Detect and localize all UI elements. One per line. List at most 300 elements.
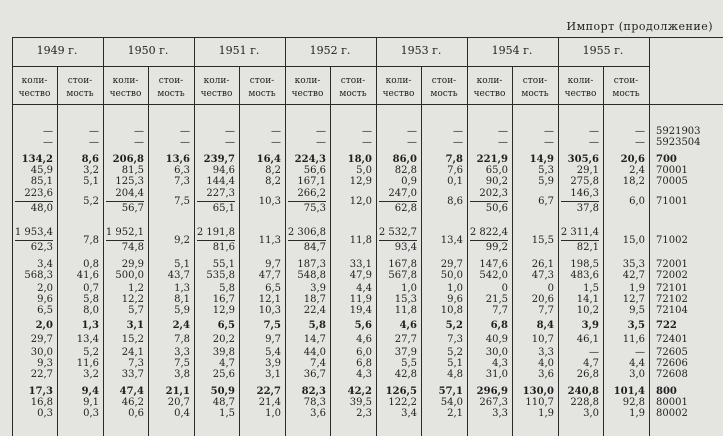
value-cell: 39,5 — [349, 397, 372, 408]
value-cell: 10,7 — [531, 334, 554, 345]
quantity-cell: 3,4 — [37, 259, 53, 270]
value-cell: 8,4 — [536, 320, 554, 331]
quantity-cell: 167,1 — [297, 176, 326, 187]
value-cell: 2,4 — [172, 320, 190, 331]
value-header: стои- мость — [430, 76, 458, 99]
fraction-line — [197, 201, 235, 202]
fraction-line — [288, 201, 326, 202]
value-cell: 35,3 — [622, 259, 645, 270]
value-cell: 3,0 — [629, 369, 645, 380]
fraction-numerator: 146,3 — [570, 188, 599, 199]
quantity-cell: 542,0 — [479, 270, 508, 281]
quantity-cell: 167,8 — [388, 259, 417, 270]
subcolumn-rule — [603, 66, 604, 436]
value-cell: 13,4 — [76, 334, 99, 345]
value-cell: 7,5 — [263, 320, 281, 331]
quantity-cell: 29,1 — [576, 165, 599, 176]
quantity-cell: 65,0 — [485, 165, 508, 176]
quantity-cell: 1,5 — [219, 408, 235, 419]
value-cell: 6,5 — [265, 283, 281, 294]
value-cell: 8,6 — [81, 154, 99, 165]
quantity-cell: 40,9 — [485, 334, 508, 345]
year-header: 1953 г. — [400, 44, 442, 57]
quantity-cell: 44,0 — [303, 347, 326, 358]
quantity-cell: — — [589, 126, 599, 137]
value-cell: 9,2 — [174, 235, 190, 246]
header-rule-bottom — [12, 104, 723, 105]
commodity-code: 722 — [656, 320, 677, 331]
commodity-code: 72102 — [656, 294, 688, 305]
year-header: 1952 г. — [309, 44, 351, 57]
value-cell: 15,5 — [531, 235, 554, 246]
value-cell: 3,8 — [174, 369, 190, 380]
quantity-cell: — — [407, 126, 417, 137]
quantity-cell: 16,7 — [212, 294, 235, 305]
quantity-cell: 228,8 — [570, 397, 599, 408]
value-cell: — — [544, 137, 554, 148]
quantity-cell: 56,6 — [303, 165, 326, 176]
quantity-cell: — — [225, 126, 235, 137]
value-cell: 11,8 — [349, 235, 372, 246]
value-cell: 21,4 — [258, 397, 281, 408]
fraction-numerator: 204,4 — [115, 188, 144, 199]
quantity-cell: 86,0 — [392, 154, 417, 165]
value-cell: 1,0 — [447, 283, 463, 294]
value-cell: 7,8 — [445, 154, 463, 165]
commodity-code: 72605 — [656, 347, 688, 358]
quantity-cell: 39,8 — [212, 347, 235, 358]
value-cell: 5,1 — [447, 358, 463, 369]
value-cell: 0,8 — [83, 259, 99, 270]
quantity-cell: — — [316, 126, 326, 137]
quantity-cell: 20,2 — [212, 334, 235, 345]
quantity-cell: 78,3 — [303, 397, 326, 408]
quantity-cell: 50,9 — [210, 386, 235, 397]
value-header: стои- мость — [157, 76, 185, 99]
fraction-denominator: 74,8 — [121, 242, 144, 253]
value-cell: 6,3 — [174, 165, 190, 176]
value-cell: 9,5 — [629, 305, 645, 316]
value-cell: — — [180, 137, 190, 148]
quantity-cell: 305,6 — [567, 154, 599, 165]
commodity-code: 80002 — [656, 408, 688, 419]
quantity-cell: 82,8 — [394, 165, 417, 176]
year-header: 1949 г. — [36, 44, 78, 57]
value-cell: 3,3 — [538, 347, 554, 358]
value-cell: 5,2 — [83, 196, 99, 207]
value-cell: 11,6 — [76, 358, 99, 369]
value-cell: 5,6 — [354, 320, 372, 331]
quantity-cell: 483,6 — [570, 270, 599, 281]
quantity-cell: — — [498, 126, 508, 137]
value-cell: 8,1 — [174, 294, 190, 305]
value-cell: 9,1 — [83, 397, 99, 408]
quantity-cell: 82,3 — [301, 386, 326, 397]
value-cell: 22,7 — [256, 386, 281, 397]
value-cell: — — [362, 137, 372, 148]
quantity-cell: 14,7 — [303, 334, 326, 345]
value-cell: 9,7 — [265, 334, 281, 345]
quantity-cell: 36,7 — [303, 369, 326, 380]
quantity-cell: 55,1 — [212, 259, 235, 270]
value-cell: 10,3 — [258, 196, 281, 207]
subcolumn-rule — [512, 66, 513, 436]
value-cell: 7,8 — [83, 235, 99, 246]
value-cell: 3,2 — [83, 165, 99, 176]
fraction-line — [561, 240, 599, 241]
quantity-cell: 3,9 — [581, 320, 599, 331]
commodity-code: 71001 — [656, 196, 688, 207]
commodity-code: 72001 — [656, 259, 688, 270]
quantity-cell: 2,0 — [35, 320, 53, 331]
value-cell: — — [544, 126, 554, 137]
value-cell: 3,5 — [627, 320, 645, 331]
fraction-line — [15, 201, 53, 202]
quantity-cell: 15,3 — [394, 294, 417, 305]
subcolumn-rule — [239, 66, 240, 436]
quantity-cell: 5,7 — [128, 305, 144, 316]
fraction-line — [379, 201, 417, 202]
table-caption: Импорт (продолжение) — [566, 20, 713, 33]
value-cell: 7,3 — [174, 176, 190, 187]
value-cell: 33,1 — [349, 259, 372, 270]
quantity-cell: 187,3 — [297, 259, 326, 270]
quantity-cell: 500,0 — [115, 270, 144, 281]
year-header: 1950 г. — [127, 44, 169, 57]
value-cell: 20,6 — [620, 154, 645, 165]
quantity-cell: 6,5 — [37, 305, 53, 316]
value-cell: — — [271, 137, 281, 148]
value-cell: 4,4 — [356, 283, 372, 294]
value-cell: 0,4 — [174, 408, 190, 419]
quantity-cell: 29,7 — [30, 334, 53, 345]
value-cell: 8,2 — [265, 165, 281, 176]
commodity-code: 70005 — [656, 176, 688, 187]
quantity-header: коли- чество — [473, 76, 506, 99]
value-header: стои- мость — [339, 76, 367, 99]
value-cell: 10,8 — [440, 305, 463, 316]
quantity-cell: 267,3 — [479, 397, 508, 408]
quantity-cell: 30,0 — [30, 347, 53, 358]
value-cell: 57,1 — [438, 386, 463, 397]
value-cell: 3,1 — [265, 369, 281, 380]
value-cell: 13,6 — [165, 154, 190, 165]
quantity-cell: 568,3 — [24, 270, 53, 281]
quantity-cell: 134,2 — [21, 154, 53, 165]
value-cell: 12,9 — [349, 176, 372, 187]
fraction-numerator: 2 191,8 — [196, 227, 235, 238]
value-cell: 7,3 — [447, 334, 463, 345]
value-cell: 1,9 — [538, 408, 554, 419]
value-cell: 5,8 — [83, 294, 99, 305]
value-header: стои- мость — [612, 76, 640, 99]
value-cell: 11,3 — [258, 235, 281, 246]
quantity-cell: — — [589, 347, 599, 358]
quantity-cell: 221,9 — [476, 154, 508, 165]
value-cell: 9,4 — [81, 386, 99, 397]
quantity-cell: 47,4 — [119, 386, 144, 397]
fraction-line — [379, 240, 417, 241]
column-rule — [649, 37, 650, 436]
value-cell: 43,7 — [167, 270, 190, 281]
value-cell: 18,2 — [622, 176, 645, 187]
fraction-denominator: 62,3 — [30, 242, 53, 253]
quantity-cell: 12,9 — [212, 305, 235, 316]
fraction-numerator: 266,2 — [297, 188, 326, 199]
quantity-cell: 24,1 — [121, 347, 144, 358]
value-cell: 92,8 — [622, 397, 645, 408]
subcolumn-rule — [421, 66, 422, 436]
quantity-cell: 224,3 — [294, 154, 326, 165]
quantity-cell: — — [498, 137, 508, 148]
value-cell: 7,6 — [447, 165, 463, 176]
value-cell: 3,9 — [265, 358, 281, 369]
fraction-numerator: 223,6 — [24, 188, 53, 199]
quantity-cell: 275,8 — [570, 176, 599, 187]
value-cell: 9,7 — [265, 259, 281, 270]
subcolumn-rule — [148, 66, 149, 436]
value-cell: 0,3 — [83, 408, 99, 419]
quantity-cell: 198,5 — [570, 259, 599, 270]
value-cell: 5,9 — [174, 305, 190, 316]
commodity-code: 72606 — [656, 358, 688, 369]
fraction-numerator: 227,3 — [206, 188, 235, 199]
value-cell: 8,0 — [83, 305, 99, 316]
quantity-cell: 7,4 — [310, 358, 326, 369]
header-rule-years — [12, 66, 649, 67]
quantity-cell: 548,8 — [297, 270, 326, 281]
quantity-cell: 46,2 — [121, 397, 144, 408]
quantity-cell: 0,9 — [401, 176, 417, 187]
value-cell: 54,0 — [440, 397, 463, 408]
value-cell: 47,3 — [531, 270, 554, 281]
quantity-cell: 33,7 — [121, 369, 144, 380]
value-cell: 5,2 — [83, 347, 99, 358]
value-cell: 5,9 — [538, 176, 554, 187]
commodity-code: 80001 — [656, 397, 688, 408]
value-cell: 4,6 — [356, 334, 372, 345]
quantity-cell: 4,7 — [219, 358, 235, 369]
commodity-code: 5921903 — [656, 126, 701, 137]
value-cell: 3,2 — [83, 369, 99, 380]
value-cell: — — [89, 126, 99, 137]
quantity-header: коли- чество — [382, 76, 415, 99]
fraction-line — [561, 201, 599, 202]
value-cell: 11,6 — [622, 334, 645, 345]
quantity-cell: 9,6 — [37, 294, 53, 305]
quantity-cell: 0,3 — [37, 408, 53, 419]
value-cell: — — [453, 126, 463, 137]
value-cell: 5,2 — [447, 347, 463, 358]
commodity-code: 700 — [656, 154, 677, 165]
value-cell: 4,3 — [356, 369, 372, 380]
fraction-denominator: 62,8 — [394, 203, 417, 214]
fraction-denominator: 48,0 — [30, 203, 53, 214]
quantity-cell: 94,6 — [212, 165, 235, 176]
value-cell: 8,6 — [447, 196, 463, 207]
value-cell: 110,7 — [525, 397, 554, 408]
value-cell: 7,7 — [538, 305, 554, 316]
commodity-code: 72401 — [656, 334, 688, 345]
quantity-cell: 48,7 — [212, 397, 235, 408]
value-cell: 8,2 — [265, 176, 281, 187]
fraction-line — [470, 240, 508, 241]
value-cell: 5,4 — [265, 347, 281, 358]
quantity-cell: 3,6 — [310, 408, 326, 419]
value-cell: — — [635, 347, 645, 358]
quantity-cell: 3,1 — [126, 320, 144, 331]
value-cell: 6,7 — [538, 196, 554, 207]
commodity-code: 70001 — [656, 165, 688, 176]
quantity-cell: 1,2 — [128, 283, 144, 294]
fraction-denominator: 81,6 — [212, 242, 235, 253]
fraction-line — [197, 240, 235, 241]
value-cell: 5,1 — [174, 259, 190, 270]
quantity-cell: 4,3 — [492, 358, 508, 369]
header-rule-top — [12, 37, 723, 38]
quantity-cell: — — [43, 126, 53, 137]
value-cell: 9,6 — [447, 294, 463, 305]
value-cell: 50,0 — [440, 270, 463, 281]
quantity-cell: 240,8 — [567, 386, 599, 397]
fraction-line — [288, 240, 326, 241]
value-cell: 1,9 — [629, 283, 645, 294]
value-cell: — — [89, 137, 99, 148]
value-cell: 6,0 — [629, 196, 645, 207]
quantity-cell: 5,8 — [308, 320, 326, 331]
fraction-denominator: 75,3 — [303, 203, 326, 214]
quantity-header: коли- чество — [200, 76, 233, 99]
value-cell: 2,4 — [629, 165, 645, 176]
fraction-numerator: 247,0 — [388, 188, 417, 199]
commodity-code: 5923504 — [656, 137, 701, 148]
quantity-cell: — — [225, 137, 235, 148]
quantity-cell: 30,0 — [485, 347, 508, 358]
quantity-cell: 567,8 — [388, 270, 417, 281]
quantity-cell: 296,9 — [476, 386, 508, 397]
year-header: 1955 г. — [582, 44, 624, 57]
quantity-cell: 3,0 — [583, 408, 599, 419]
quantity-cell: 22,4 — [303, 305, 326, 316]
quantity-cell: 17,3 — [28, 386, 53, 397]
quantity-cell: 26,8 — [576, 369, 599, 380]
quantity-cell: — — [43, 137, 53, 148]
value-cell: 11,9 — [349, 294, 372, 305]
value-cell: 2,3 — [356, 408, 372, 419]
value-cell: 41,6 — [76, 270, 99, 281]
fraction-numerator: 2 311,4 — [560, 227, 599, 238]
value-cell: — — [635, 126, 645, 137]
value-cell: — — [180, 126, 190, 137]
value-cell: 20,7 — [167, 397, 190, 408]
value-header: стои- мость — [521, 76, 549, 99]
value-cell: 2,1 — [447, 408, 463, 419]
quantity-cell: — — [316, 137, 326, 148]
value-cell: 42,2 — [347, 386, 372, 397]
quantity-cell: 3,9 — [310, 283, 326, 294]
quantity-header: коли- чество — [109, 76, 142, 99]
year-header: 1951 г. — [218, 44, 260, 57]
value-header: стои- мость — [66, 76, 94, 99]
quantity-cell: 45,9 — [30, 165, 53, 176]
quantity-cell: 144,4 — [206, 176, 235, 187]
fraction-numerator: 2 822,4 — [469, 227, 508, 238]
fraction-denominator: 99,2 — [485, 242, 508, 253]
quantity-cell: — — [134, 126, 144, 137]
quantity-cell: 1,5 — [583, 283, 599, 294]
fraction-numerator: 2 532,7 — [378, 227, 417, 238]
quantity-cell: 9,3 — [37, 358, 53, 369]
value-cell: — — [271, 126, 281, 137]
value-cell: 5,1 — [83, 176, 99, 187]
commodity-code: 71002 — [656, 235, 688, 246]
quantity-cell: 37,9 — [394, 347, 417, 358]
quantity-cell: 29,9 — [121, 259, 144, 270]
quantity-cell: 16,8 — [30, 397, 53, 408]
quantity-cell: 6,5 — [217, 320, 235, 331]
value-cell: 5,2 — [445, 320, 463, 331]
value-cell: 4,0 — [538, 358, 554, 369]
value-cell: 13,4 — [440, 235, 463, 246]
fraction-line — [106, 201, 144, 202]
value-cell: 5,0 — [356, 165, 372, 176]
fraction-denominator: 84,7 — [303, 242, 326, 253]
value-cell: 0 — [547, 283, 554, 294]
quantity-cell: 7,7 — [492, 305, 508, 316]
quantity-cell: 27,7 — [394, 334, 417, 345]
quantity-cell: 81,5 — [121, 165, 144, 176]
quantity-cell: 90,2 — [485, 176, 508, 187]
quantity-cell: 2,0 — [37, 283, 53, 294]
fraction-numerator: 202,3 — [479, 188, 508, 199]
value-cell: 3,3 — [174, 347, 190, 358]
commodity-code: 72104 — [656, 305, 688, 316]
value-cell: 47,9 — [349, 270, 372, 281]
quantity-cell: 126,5 — [385, 386, 417, 397]
quantity-cell: 4,6 — [399, 320, 417, 331]
value-cell: 4,4 — [629, 358, 645, 369]
commodity-code: 72002 — [656, 270, 688, 281]
fraction-line — [470, 201, 508, 202]
value-cell: 10,3 — [258, 305, 281, 316]
value-cell: 5,3 — [538, 165, 554, 176]
value-cell: 42,7 — [622, 270, 645, 281]
value-cell: 1,3 — [174, 283, 190, 294]
fraction-denominator: 93,4 — [394, 242, 417, 253]
value-header: стои- мость — [248, 76, 276, 99]
quantity-cell: 5,8 — [219, 283, 235, 294]
quantity-cell: 15,2 — [121, 334, 144, 345]
quantity-cell: 6,8 — [490, 320, 508, 331]
quantity-cell: — — [589, 137, 599, 148]
value-cell: 0,1 — [447, 176, 463, 187]
quantity-cell: 0 — [501, 283, 508, 294]
quantity-cell: 12,2 — [121, 294, 144, 305]
value-cell: 20,6 — [531, 294, 554, 305]
value-cell: 12,0 — [349, 196, 372, 207]
value-cell: 1,9 — [629, 408, 645, 419]
value-cell: 12,7 — [622, 294, 645, 305]
quantity-cell: 11,8 — [394, 305, 417, 316]
value-cell: 101,4 — [613, 386, 645, 397]
commodity-code: 800 — [656, 386, 677, 397]
quantity-cell: 46,1 — [576, 334, 599, 345]
value-cell: 16,4 — [256, 154, 281, 165]
quantity-cell: 18,7 — [303, 294, 326, 305]
fraction-denominator: 37,8 — [576, 203, 599, 214]
fraction-line — [15, 240, 53, 241]
fraction-denominator: 50,6 — [485, 203, 508, 214]
